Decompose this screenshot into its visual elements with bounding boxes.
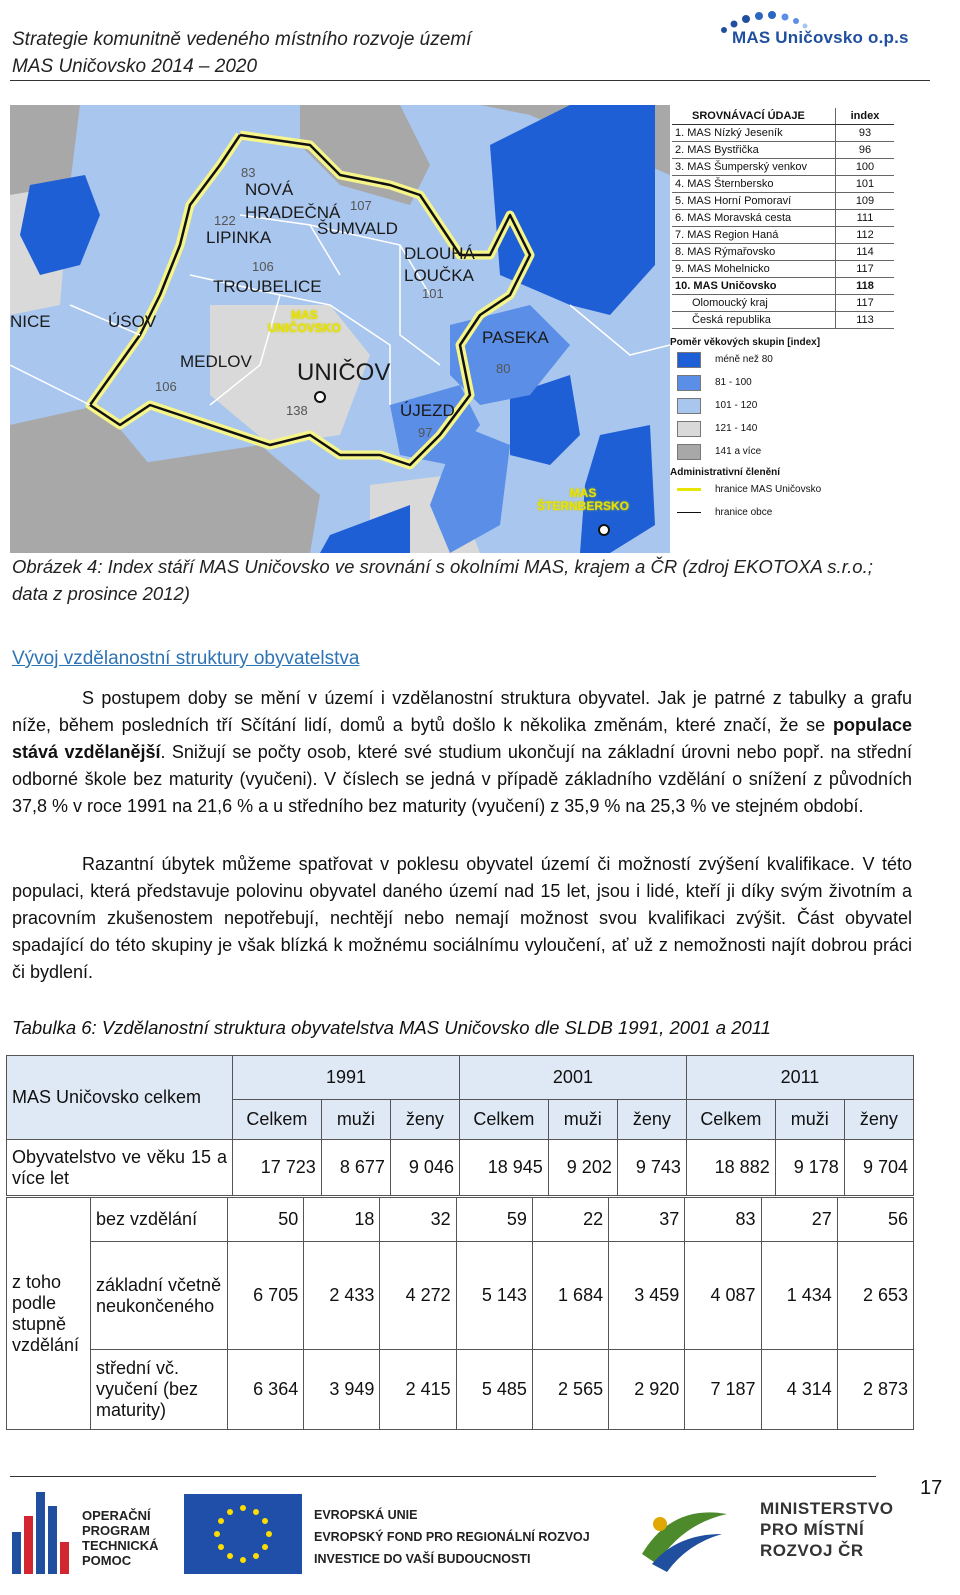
comparison-name: 2. MAS Bystřička — [672, 142, 836, 159]
footer-divider — [10, 1476, 876, 1477]
table-row — [7, 1350, 914, 1430]
cell-value: 9 178 — [775, 1140, 844, 1196]
admin-legend-title: Administrativní členění — [670, 467, 781, 478]
figure-caption-line1: Obrázek 4: Index stáří MAS Uničovsko ve srovnání s okolními MAS, krajem a ČR (zdroj EKOTOXA s.r.o.; — [12, 556, 873, 577]
table-row — [7, 1242, 914, 1350]
comparison-row — [672, 227, 894, 244]
eu-line: EVROPSKÁ UNIE — [314, 1508, 418, 1522]
cell-value: 3 949 — [304, 1350, 380, 1430]
legend-swatch — [677, 421, 701, 437]
cell-value: 59 — [456, 1198, 532, 1242]
table-corner: MAS Uničovsko celkem — [7, 1056, 233, 1140]
comparison-name: 3. MAS Šumperský venkov — [672, 159, 836, 176]
comparison-name: 9. MAS Mohelnicko — [672, 261, 836, 278]
cell-value: 4 087 — [685, 1242, 761, 1350]
comparison-name: 1. MAS Nízký Jeseník — [672, 125, 836, 142]
document-header-title — [12, 26, 471, 80]
eu-line: EVROPSKÝ FOND PRO REGIONÁLNÍ ROZVOJ — [314, 1530, 590, 1544]
legend-swatch — [677, 444, 701, 460]
group-label: z toho podle stupně vzdělání — [7, 1198, 91, 1430]
map-number-medlov: 106 — [155, 379, 177, 394]
map-place-paseka: PASEKA — [482, 328, 549, 347]
map-legend — [672, 108, 932, 524]
comparison-row-highlight — [672, 278, 894, 295]
comparison-name: Česká republika — [672, 312, 836, 329]
comparison-row — [672, 176, 894, 193]
admin-legend-item — [672, 501, 932, 524]
mas-label-line2: UNIČOVSKO — [268, 321, 341, 335]
cell-value: 8 677 — [321, 1140, 390, 1196]
admin-legend-item — [672, 478, 932, 501]
cell-value: 32 — [380, 1198, 456, 1242]
table-row — [7, 1198, 914, 1242]
map-number-sumvald: 107 — [350, 198, 372, 213]
comparison-name: 7. MAS Region Haná — [672, 227, 836, 244]
cell-value: 2 653 — [837, 1242, 913, 1350]
comparison-header-name: SROVNÁVACÍ ÚDAJE — [672, 108, 836, 125]
cell-value: 18 945 — [459, 1140, 548, 1196]
map-mas-unicovsko-label — [268, 309, 341, 335]
cell-value: 83 — [685, 1198, 761, 1242]
optp-bars-icon — [12, 1492, 72, 1574]
figure-caption — [12, 553, 922, 607]
cell-value: 2 873 — [837, 1350, 913, 1430]
comparison-index: 101 — [836, 176, 895, 193]
map-place-hradecna: HRADEČNÁ — [245, 203, 341, 222]
cell-value: 7 187 — [685, 1350, 761, 1430]
paragraph-2 — [12, 851, 912, 986]
ratio-legend-item — [672, 417, 932, 440]
mas-label-line1: MAS — [291, 308, 318, 322]
cell-value: 9 046 — [390, 1140, 459, 1196]
cell-value: 2 920 — [609, 1350, 685, 1430]
year-header: 2001 — [459, 1056, 686, 1100]
map-number-unicov: 138 — [286, 403, 308, 418]
header-title-line1: Strategie komunitně vedeného místního rozvoje území — [12, 29, 472, 50]
eu-line: INVESTICE DO VAŠÍ BUDOUCNOSTI — [314, 1552, 531, 1566]
legend-line-swatch — [677, 512, 701, 513]
cell-value: 5 485 — [456, 1350, 532, 1430]
mas-label-line3: MAS — [569, 486, 597, 500]
legend-label: hranice obce — [715, 507, 773, 518]
comparison-row — [672, 244, 894, 261]
comparison-row — [672, 295, 894, 312]
mmr-logo — [632, 1490, 902, 1580]
comparison-name: 6. MAS Moravská cesta — [672, 210, 836, 227]
map-place-dlouha: DLOUHÁ — [404, 244, 475, 263]
map-place-nova: NOVÁ — [245, 180, 294, 199]
optp-line: PROGRAM — [82, 1523, 150, 1538]
education-table — [6, 1055, 914, 1196]
ratio-legend-item — [672, 440, 932, 463]
cell-value: 2 415 — [380, 1350, 456, 1430]
cell-value: 3 459 — [609, 1242, 685, 1350]
map-number-ujezd: 97 — [418, 425, 433, 440]
comparison-name: Olomoucký kraj — [672, 295, 836, 312]
cell-value: 1 684 — [532, 1242, 608, 1350]
map-place-usov: ÚSOV — [108, 312, 157, 331]
cell-value: 2 565 — [532, 1350, 608, 1430]
legend-swatch — [677, 398, 701, 414]
legend-label: 101 - 120 — [715, 400, 758, 411]
legend-label: 141 a více — [715, 446, 762, 457]
age-index-map — [10, 105, 670, 553]
mmr-line: MINISTERSTVO — [760, 1499, 894, 1518]
comparison-index: 112 — [836, 227, 895, 244]
eu-logo — [184, 1490, 604, 1580]
comparison-index: 117 — [836, 261, 895, 278]
col-header: muži — [548, 1100, 617, 1140]
row-label: Obyvatelstvo ve věku 15 a více let — [7, 1140, 233, 1196]
cell-value: 1 434 — [761, 1242, 837, 1350]
cell-value: 18 882 — [686, 1140, 775, 1196]
map-place-nice: NICE — [10, 312, 51, 331]
map-number-troubelice: 106 — [252, 259, 274, 274]
legend-label: hranice MAS Uničovsko — [715, 484, 822, 495]
map-number-loucka: 101 — [422, 286, 444, 301]
paragraph-1-bold: populace stává vzdělanější — [12, 715, 912, 762]
mmr-swoosh-icon — [632, 1494, 732, 1574]
education-table-breakdown — [6, 1197, 914, 1430]
optp-line: OPERAČNÍ — [82, 1508, 151, 1523]
legend-label: 121 - 140 — [715, 423, 758, 434]
comparison-index: 114 — [836, 244, 895, 261]
comparison-index: 111 — [836, 210, 895, 227]
map-mas-sternbersko-label — [537, 487, 629, 513]
comparison-row — [672, 312, 894, 329]
mmr-line: PRO MÍSTNÍ — [760, 1520, 865, 1539]
mas-unicovsko-logo — [718, 10, 928, 70]
paragraph-1 — [12, 685, 912, 820]
cell-value: 6 705 — [228, 1242, 304, 1350]
comparison-row — [672, 125, 894, 142]
figure-caption-line2: data z prosince 2012) — [12, 583, 190, 604]
cell-value: 9 704 — [844, 1140, 913, 1196]
table-caption: Tabulka 6: Vzdělanostní struktura obyvatelstva MAS Uničovsko dle SLDB 1991, 2001 a 2011 — [12, 1017, 771, 1038]
comparison-index: 117 — [836, 295, 895, 312]
comparison-index: 93 — [836, 125, 895, 142]
mmr-line: ROZVOJ ČR — [760, 1541, 864, 1560]
cell-value: 27 — [761, 1198, 837, 1242]
comparison-index: 113 — [836, 312, 895, 329]
comparison-index: 118 — [836, 278, 895, 295]
legend-label: méně než 80 — [715, 354, 773, 365]
col-header: Celkem — [459, 1100, 548, 1140]
cell-value: 22 — [532, 1198, 608, 1242]
comparison-row — [672, 210, 894, 227]
cell-value: 56 — [837, 1198, 913, 1242]
page-number: 17 — [920, 1477, 943, 1499]
legend-line-swatch — [677, 488, 701, 491]
comparison-name: 4. MAS Šternbersko — [672, 176, 836, 193]
cell-value: 6 364 — [228, 1350, 304, 1430]
map-place-ujezd: ÚJEZD — [400, 401, 455, 420]
ratio-legend-item — [672, 371, 932, 394]
header-title-line2: MAS Uničovsko 2014 – 2020 — [12, 56, 258, 77]
cell-value: 18 — [304, 1198, 380, 1242]
map-number-lipinka: 122 — [214, 213, 236, 228]
optp-line: POMOC — [82, 1553, 132, 1568]
comparison-row — [672, 261, 894, 278]
cell-value: 2 433 — [304, 1242, 380, 1350]
map-place-unicov: UNIČOV — [297, 359, 391, 386]
legend-swatch — [677, 375, 701, 391]
logo-text: MAS Uničovsko o.p.s — [732, 28, 909, 47]
row-label: základní včetně neukončeného — [91, 1242, 228, 1350]
cell-value: 9 743 — [617, 1140, 686, 1196]
eu-flag-icon — [184, 1494, 302, 1574]
comparison-row — [672, 159, 894, 176]
map-place-medlov: MEDLOV — [180, 352, 252, 371]
cell-value: 9 202 — [548, 1140, 617, 1196]
col-header: Celkem — [233, 1100, 322, 1140]
ratio-legend-item — [672, 348, 932, 371]
comparison-row — [672, 142, 894, 159]
paragraph-2-text: Razantní úbytek můžeme spatřovat v poklesu obyvatel území či možností zvýšení kvalifikace. V této populaci, která představuje polovinu obyvatel daného území nad 15 let, jsou i lidé, kteří ji díky svým životním a pracovním zkušenostem nepotřebují, nechtějí nebo nemají možnost svou kvalifikaci zvýšit. Část obyvatel spadající do této skupiny je však blízká k možnému sociálnímu vyloučení, ať už z nemožnosti najít dobrou práci či bydlení. — [12, 854, 912, 982]
optp-line: TECHNICKÁ — [82, 1538, 159, 1553]
cell-value: 4 272 — [380, 1242, 456, 1350]
mmr-text — [760, 1498, 894, 1561]
comparison-index: 96 — [836, 142, 895, 159]
map-place-troubelice: TROUBELICE — [213, 277, 322, 296]
row-label: střední vč. vyučení (bez maturity) — [91, 1350, 228, 1430]
table-row — [7, 1140, 914, 1196]
paragraph-1-text-a: S postupem doby se mění v území i vzdělanostní struktura obyvatel. Jak je patrné z tabulky a grafu níže, během posledních tří Sčítání lidí, domů a bytů došlo k několika změnám, které značí, že se — [12, 688, 912, 735]
ratio-legend-title: Poměr věkových skupin [index] — [670, 337, 821, 348]
comparison-name: 10. MAS Uničovsko — [672, 278, 836, 295]
col-header: Celkem — [686, 1100, 775, 1140]
year-header: 1991 — [233, 1056, 460, 1100]
ratio-legend-item — [672, 394, 932, 417]
eu-text — [314, 1504, 590, 1570]
map-number-paseka: 80 — [496, 361, 511, 376]
legend-label: 81 - 100 — [715, 377, 752, 388]
row-label: bez vzdělání — [91, 1198, 228, 1242]
mas-label-line4: ŠTERNBERSKO — [537, 499, 630, 513]
cell-value: 5 143 — [456, 1242, 532, 1350]
map-number-top: 83 — [241, 165, 256, 180]
cell-value: 17 723 — [233, 1140, 322, 1196]
paragraph-1-text-c: . Snižují se počty osob, které své studium ukončují na základní úrovni nebo popř. na střední odborné škole bez maturity (vyučeni). V číslech se jedná v případě základního vzdělání o snížení z původních 37,8 % v roce 1991 na 21,6 % a u středního bez maturity (vyučení) z 35,9 % na 25,3 % ve stejném období. — [12, 742, 912, 816]
comparison-name: 5. MAS Horní Pomoraví — [672, 193, 836, 210]
comparison-row — [672, 193, 894, 210]
section-heading: Vývoj vzdělanostní struktury obyvatelstva — [12, 648, 360, 669]
comparison-table — [672, 108, 894, 329]
col-header: muži — [775, 1100, 844, 1140]
map-place-loucka: LOUČKA — [404, 266, 474, 285]
col-header: muži — [321, 1100, 390, 1140]
header-divider — [10, 80, 930, 81]
comparison-index: 109 — [836, 193, 895, 210]
cell-value: 50 — [228, 1198, 304, 1242]
year-header: 2011 — [686, 1056, 913, 1100]
comparison-header-row — [672, 108, 894, 125]
col-header: ženy — [844, 1100, 913, 1140]
cell-value: 4 314 — [761, 1350, 837, 1430]
table-year-row — [7, 1056, 914, 1100]
comparison-header-index: index — [836, 108, 895, 125]
optp-text — [82, 1508, 159, 1568]
comparison-name: 8. MAS Rýmařovsko — [672, 244, 836, 261]
cell-value: 37 — [609, 1198, 685, 1242]
legend-swatch — [677, 352, 701, 368]
col-header: ženy — [617, 1100, 686, 1140]
col-header: ženy — [390, 1100, 459, 1140]
optp-logo — [12, 1490, 172, 1580]
map-place-sumvald: ŠUMVALD — [317, 219, 398, 238]
map-place-lipinka: LIPINKA — [206, 228, 272, 247]
comparison-index: 100 — [836, 159, 895, 176]
